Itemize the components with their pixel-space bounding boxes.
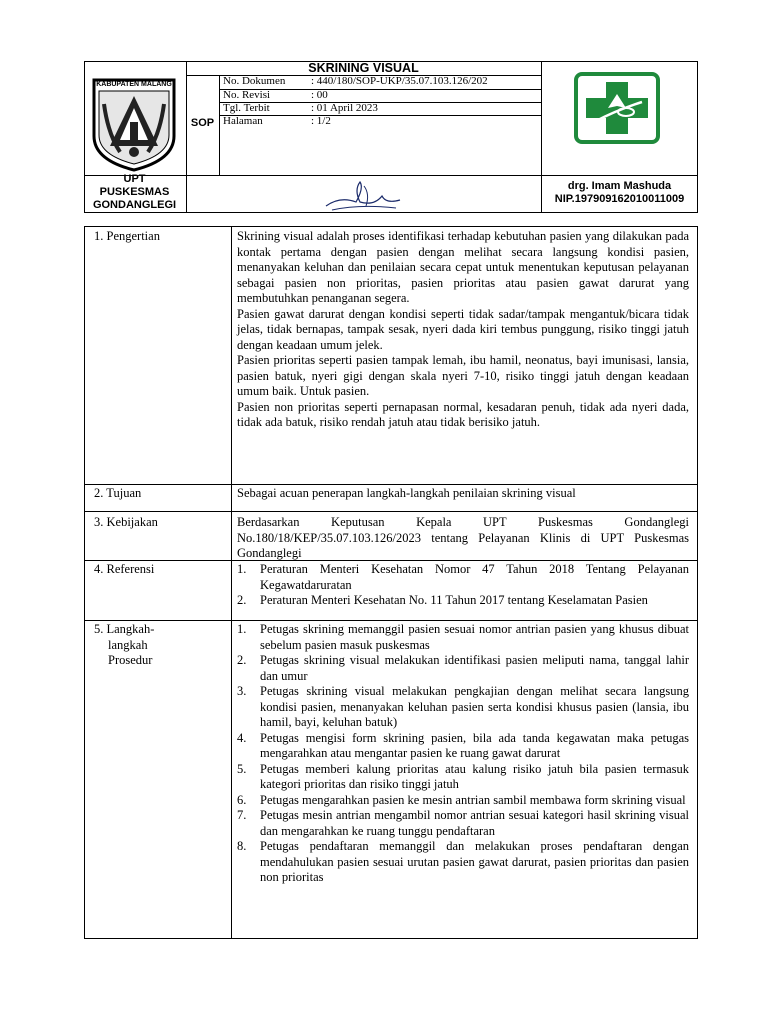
list-number: 1. (237, 562, 247, 576)
table-divider (85, 511, 698, 512)
list-item (237, 653, 689, 684)
unit-name-line: PUSKESMAS (99, 186, 170, 198)
meta-row-revision (223, 89, 328, 102)
list-item (237, 762, 689, 793)
signer-name: drg. Imam Mashuda (567, 180, 672, 192)
section-label-langkah (94, 622, 154, 669)
document-title: SKRINING VISUAL (308, 61, 419, 75)
list-text: Petugas mengarahkan pasien ke mesin antrian sambil membawa form skrining visual (260, 792, 686, 807)
unit-name (84, 173, 185, 212)
regency-logo (88, 74, 180, 172)
meta-value: : 00 (311, 89, 328, 101)
paragraph: Pasien non prioritas seperti pernapasan normal, kesadaran penuh, tidak ada nyeri dada, tidak ada batuk, risiko rendah jatuh atau tidak berisiko jatuh. (237, 399, 689, 429)
section-body-kebijakan: Berdasarkan Keputusan Kepala UPT Puskesmas Gondanglegi No.180/18/KEP/35.07.103.126/2023 tentang Pelayanan Klinis di UPT Puskesmas Gondanglegi (237, 515, 689, 560)
list-item (237, 593, 689, 609)
list-item (237, 839, 689, 886)
signature-icon (320, 176, 406, 214)
meta-value: : 440/180/SOP-UKP/35.07.103.126/202 (311, 75, 488, 87)
list-item (237, 622, 689, 653)
list-item (237, 808, 689, 839)
puskesmas-logo (574, 72, 660, 144)
list-text: Petugas skrining visual melakukan pengkajian dengan melihat secara langsung kondisi pasien, menanyakan keluhan pasien serta kondisi khusus pasien (lansia, ibu hamil, bayi, keluhan batuk) (260, 684, 689, 729)
unit-name-line: UPT (123, 173, 146, 185)
health-cross-icon (574, 72, 660, 144)
section-body-langkah (237, 622, 689, 886)
list-text: Peraturan Menteri Kesehatan No. 11 Tahun 2017 tentang Keselamatan Pasien (260, 593, 648, 607)
list-text: Petugas pendaftaran memanggil dan melakukan proses pendaftaran dengan mendahulukan pasien sesuai urutan pasien gawat darurat, pasien prioritas dan pasien non prioritas (260, 839, 689, 884)
paragraph: Skrining visual adalah proses identifikasi terhadap kebutuhan pasien yang dilakukan pada kontak pertama dengan pasien dengan melihat secara langsung kondisi pasien, menanyakan keluhan dan penilaian secara cepat untuk menentukan keputusan pelayanan sebagai pasien non prioritas, pasien prioritas atau pasien gawat darurat yang membutuhkan penanganan segera. (237, 229, 689, 305)
meta-label: Tgl. Terbit (223, 102, 270, 114)
list-number: 1. (237, 622, 247, 636)
regency-logo-text: KABUPATEN MALANG (96, 81, 172, 88)
list-item (237, 793, 689, 809)
list-item (237, 562, 689, 593)
meta-value: : 01 April 2023 (311, 102, 378, 114)
list-text: Petugas skrining memanggil pasien sesuai nomor antrian pasien yang khusus dibuat sebelum pasien masuk puskesmas (260, 622, 689, 652)
list-number: 8. (237, 839, 247, 853)
table-divider (85, 484, 698, 485)
section-body-tujuan: Sebagai acuan penerapan langkah-langkah penilaian skrining visual (237, 486, 576, 500)
section-body-pengertian (237, 229, 689, 431)
section-body-referensi (237, 562, 689, 609)
list-item (237, 731, 689, 762)
list-number: 3. (237, 684, 247, 698)
header-divider (219, 75, 220, 175)
signature (320, 176, 406, 214)
header-divider (186, 62, 187, 213)
section-label-tujuan: 2. Tujuan (94, 486, 142, 500)
list-number: 7. (237, 808, 247, 822)
list-item (237, 684, 689, 731)
table-divider (231, 227, 232, 939)
meta-row-issue-date (223, 102, 378, 115)
unit-name-line: GONDANGLEGI (92, 199, 177, 211)
section-label-pengertian: 1. Pengertian (94, 229, 160, 243)
list-text: Petugas skrining visual melakukan identifikasi pasien meliputi nama, tanggal lahir dan umur (260, 653, 689, 683)
list-number: 4. (237, 730, 247, 745)
paragraph: Pasien prioritas seperti pasien tampak lemah, ibu hamil, neonatus, bayi imunisasi, lansia, pasien batuk, nyeri gigi dengan skala nyeri 7-10, risiko tinggi jatuh dengan keadaan umum baik. Untuk pasien. (237, 353, 689, 398)
signer-nip: NIP.197909162010011009 (554, 193, 685, 205)
meta-row-document-number (223, 75, 488, 88)
label-line: langkah (108, 637, 148, 652)
signer-block (541, 180, 698, 206)
meta-label: No. Dokumen (223, 75, 286, 87)
list-number: 2. (237, 593, 247, 607)
meta-value: : 1/2 (311, 115, 331, 127)
section-label-referensi: 4. Referensi (94, 562, 155, 576)
section-label-kebijakan: 3. Kebijakan (94, 515, 158, 529)
meta-label: Halaman (223, 115, 263, 127)
list-text: Petugas mesin antrian mengambil nomor antrian sesuai kategori hasil skrining visual dan mengarahkan ke ruang tunggu pendaftaran (260, 808, 689, 838)
list-number: 5. (237, 761, 247, 776)
list-number: 2. (237, 653, 247, 667)
list-number: 6. (237, 792, 247, 807)
meta-row-page (223, 115, 331, 128)
meta-label: No. Revisi (223, 89, 271, 101)
label-line: Prosedur (108, 653, 153, 667)
list-text: Petugas mengisi form skrining pasien, bila ada tanda kegawatan maka petugas mengarahkan atau mengantar pasien ke ruang gawat darurat (260, 730, 689, 760)
sop-label: SOP (190, 117, 215, 129)
paragraph: Pasien gawat darurat dengan kondisi seperti tidak sadar/tampak mengantuk/bicara tidak jelas, tidak bernapas, tampak sesak, nyeri dada kiri tembus punggung, risiko tinggi jatuh dengan keadaan umum jelek. (237, 306, 689, 352)
label-line: 5. Langkah- (94, 622, 155, 636)
list-text: Peraturan Menteri Kesehatan Nomor 47 Tahun 2018 Tentang Pelayanan Kegawatdaruratan (260, 562, 689, 592)
list-text: Petugas memberi kalung prioritas atau kalung risiko jatuh bila pasien termasuk kategori prioritas dan risiko tinggi jatuh (260, 761, 689, 791)
table-divider (85, 620, 698, 621)
